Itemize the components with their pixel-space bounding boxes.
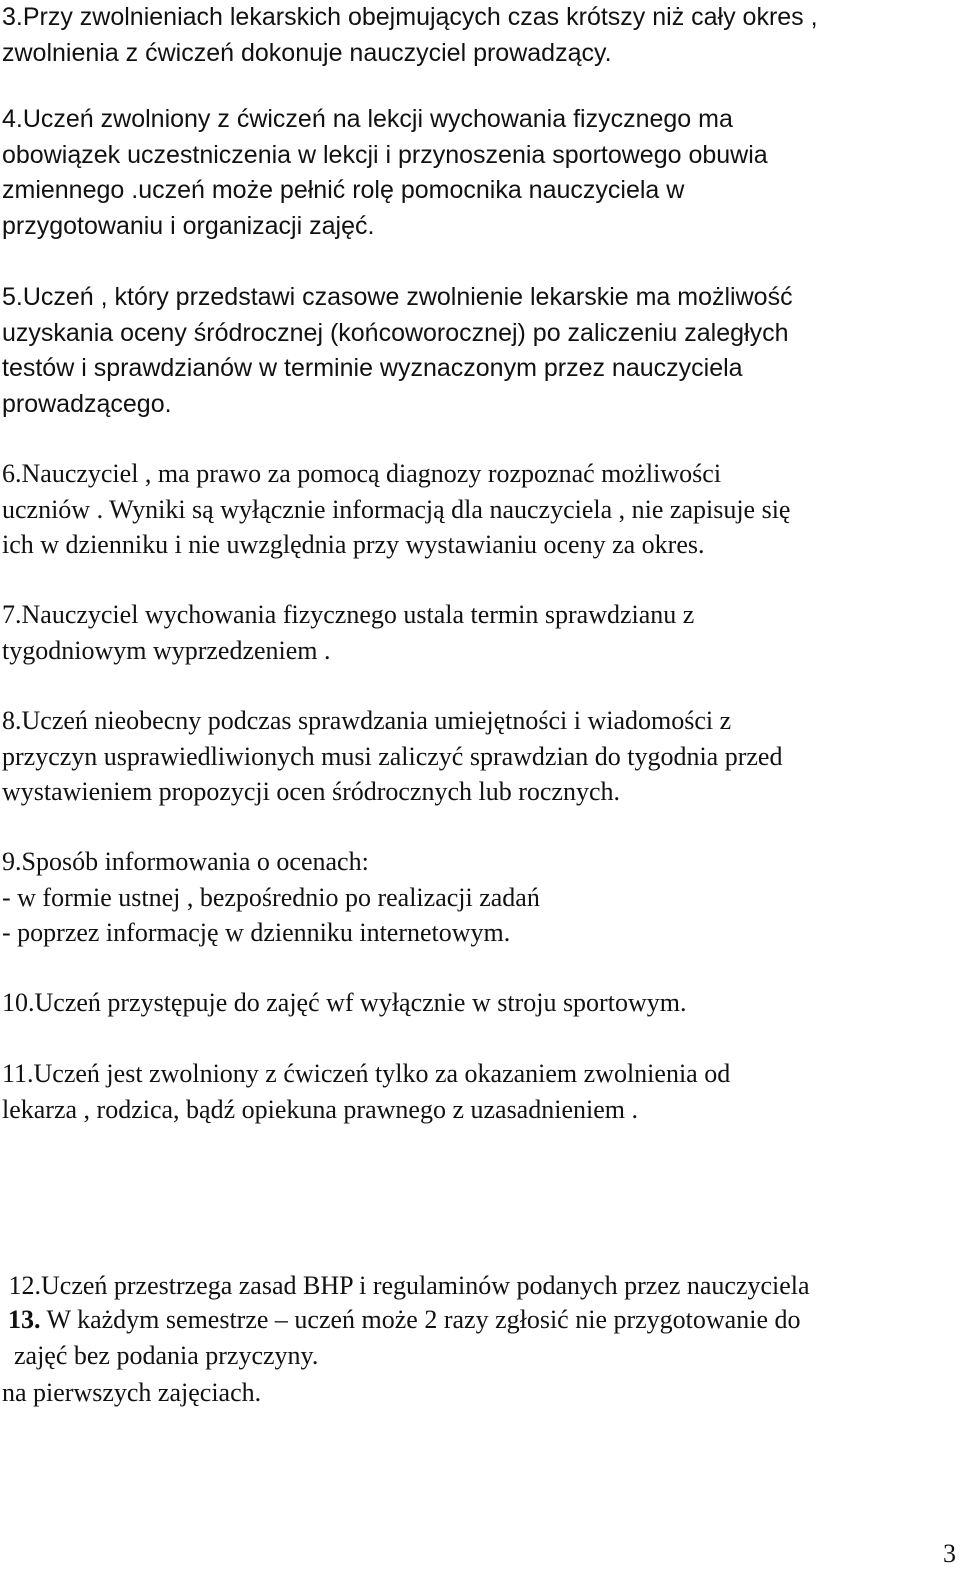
text-line: zwolnienia z ćwiczeń dokonuje nauczyciel prowadzący. [2, 38, 612, 67]
paragraph-item-11 [2, 1056, 954, 1127]
paragraph-item-8 [2, 703, 954, 810]
text-line: 4.Uczeń zwolniony z ćwiczeń na lekcji wychowania fizycznego ma [2, 105, 733, 133]
text-line: przygotowaniu i organizacji zajęć. [2, 211, 375, 240]
text-line: uczniów . Wyniki są wyłącznie informacją dla nauczyciela , nie zapisuje się [2, 494, 791, 524]
text-line: - w formie ustnej , bezpośrednio po realizacji zadań [2, 882, 540, 912]
text-line: przyczyn usprawiedliwionych musi zaliczyć sprawdzian do tygodnia przed [2, 741, 783, 771]
text-line: 5.Uczeń , który przedstawi czasowe zwolnienie lekarskie ma możliwość [2, 283, 793, 311]
text-line: na pierwszych zajęciach. [2, 1377, 262, 1407]
text-line: testów i sprawdzianów w terminie wyznaczonym przez nauczyciela [2, 354, 743, 382]
item-number: 13. [8, 1305, 41, 1334]
text-line: lekarza , rodzica, bądź opiekuna prawnego z uzasadnieniem . [2, 1094, 638, 1124]
paragraph-item-3 [2, 0, 954, 71]
text-line: 12.Uczeń przestrzega zasad BHP i regulaminów podanych przez nauczyciela [2, 1271, 810, 1300]
text-line: 6.Nauczyciel , ma prawo za pomocą diagnozy rozpoznać możliwości [2, 459, 722, 488]
paragraph-item-6 [2, 456, 954, 563]
text-line [8, 1302, 960, 1338]
text-run: W każdym semestrze – uczeń może 2 razy zgłosić nie przygotowanie do [40, 1305, 801, 1334]
text-line: 8.Uczeń nieobecny podczas sprawdzania umiejętności i wiadomości z [2, 706, 732, 735]
text-line: 9.Sposób informowania o ocenach: [2, 847, 369, 876]
text-line: 11.Uczeń jest zwolniony z ćwiczeń tylko za okazaniem zwolnienia od [2, 1059, 731, 1088]
paragraph-item-7 [2, 597, 954, 668]
paragraph-item-10 [2, 985, 954, 1021]
text-line: tygodniowym wyprzedzeniem . [2, 635, 331, 665]
paragraph-item-4 [2, 102, 954, 244]
text-line: - poprzez informację w dzienniku internetowym. [2, 918, 511, 947]
paragraph-item-13 [8, 1302, 960, 1373]
text-line: 10.Uczeń przystępuje do zajęć wf wyłącznie w stroju sportowym. [2, 988, 687, 1017]
text-line: uzyskania oceny śródrocznej (końcoworocznej) po zaliczeniu zaległych [2, 318, 789, 347]
paragraph-item-9 [2, 844, 954, 951]
text-line: 7.Nauczyciel wychowania fizycznego ustala termin sprawdzianu z [2, 600, 695, 629]
text-line: obowiązek uczestniczenia w lekcji i przynoszenia sportowego obuwia [2, 140, 768, 169]
text-line: wystawieniem propozycji ocen śródrocznych lub rocznych. [2, 777, 621, 806]
text-line: ich w dzienniku i nie uwzględnia przy wystawianiu oceny za okres. [2, 530, 705, 559]
paragraph-item-5 [2, 280, 954, 422]
text-line: zajęć bez podania przyczyny. [14, 1340, 319, 1370]
text-line: 3.Przy zwolnieniach lekarskich obejmujących czas krótszy niż cały okres , [2, 3, 818, 31]
text-line: zmiennego .uczeń może pełnić rolę pomocnika nauczyciela w [2, 176, 685, 204]
page-number: 3 [943, 1539, 956, 1568]
text-line: prowadzącego. [2, 389, 172, 418]
